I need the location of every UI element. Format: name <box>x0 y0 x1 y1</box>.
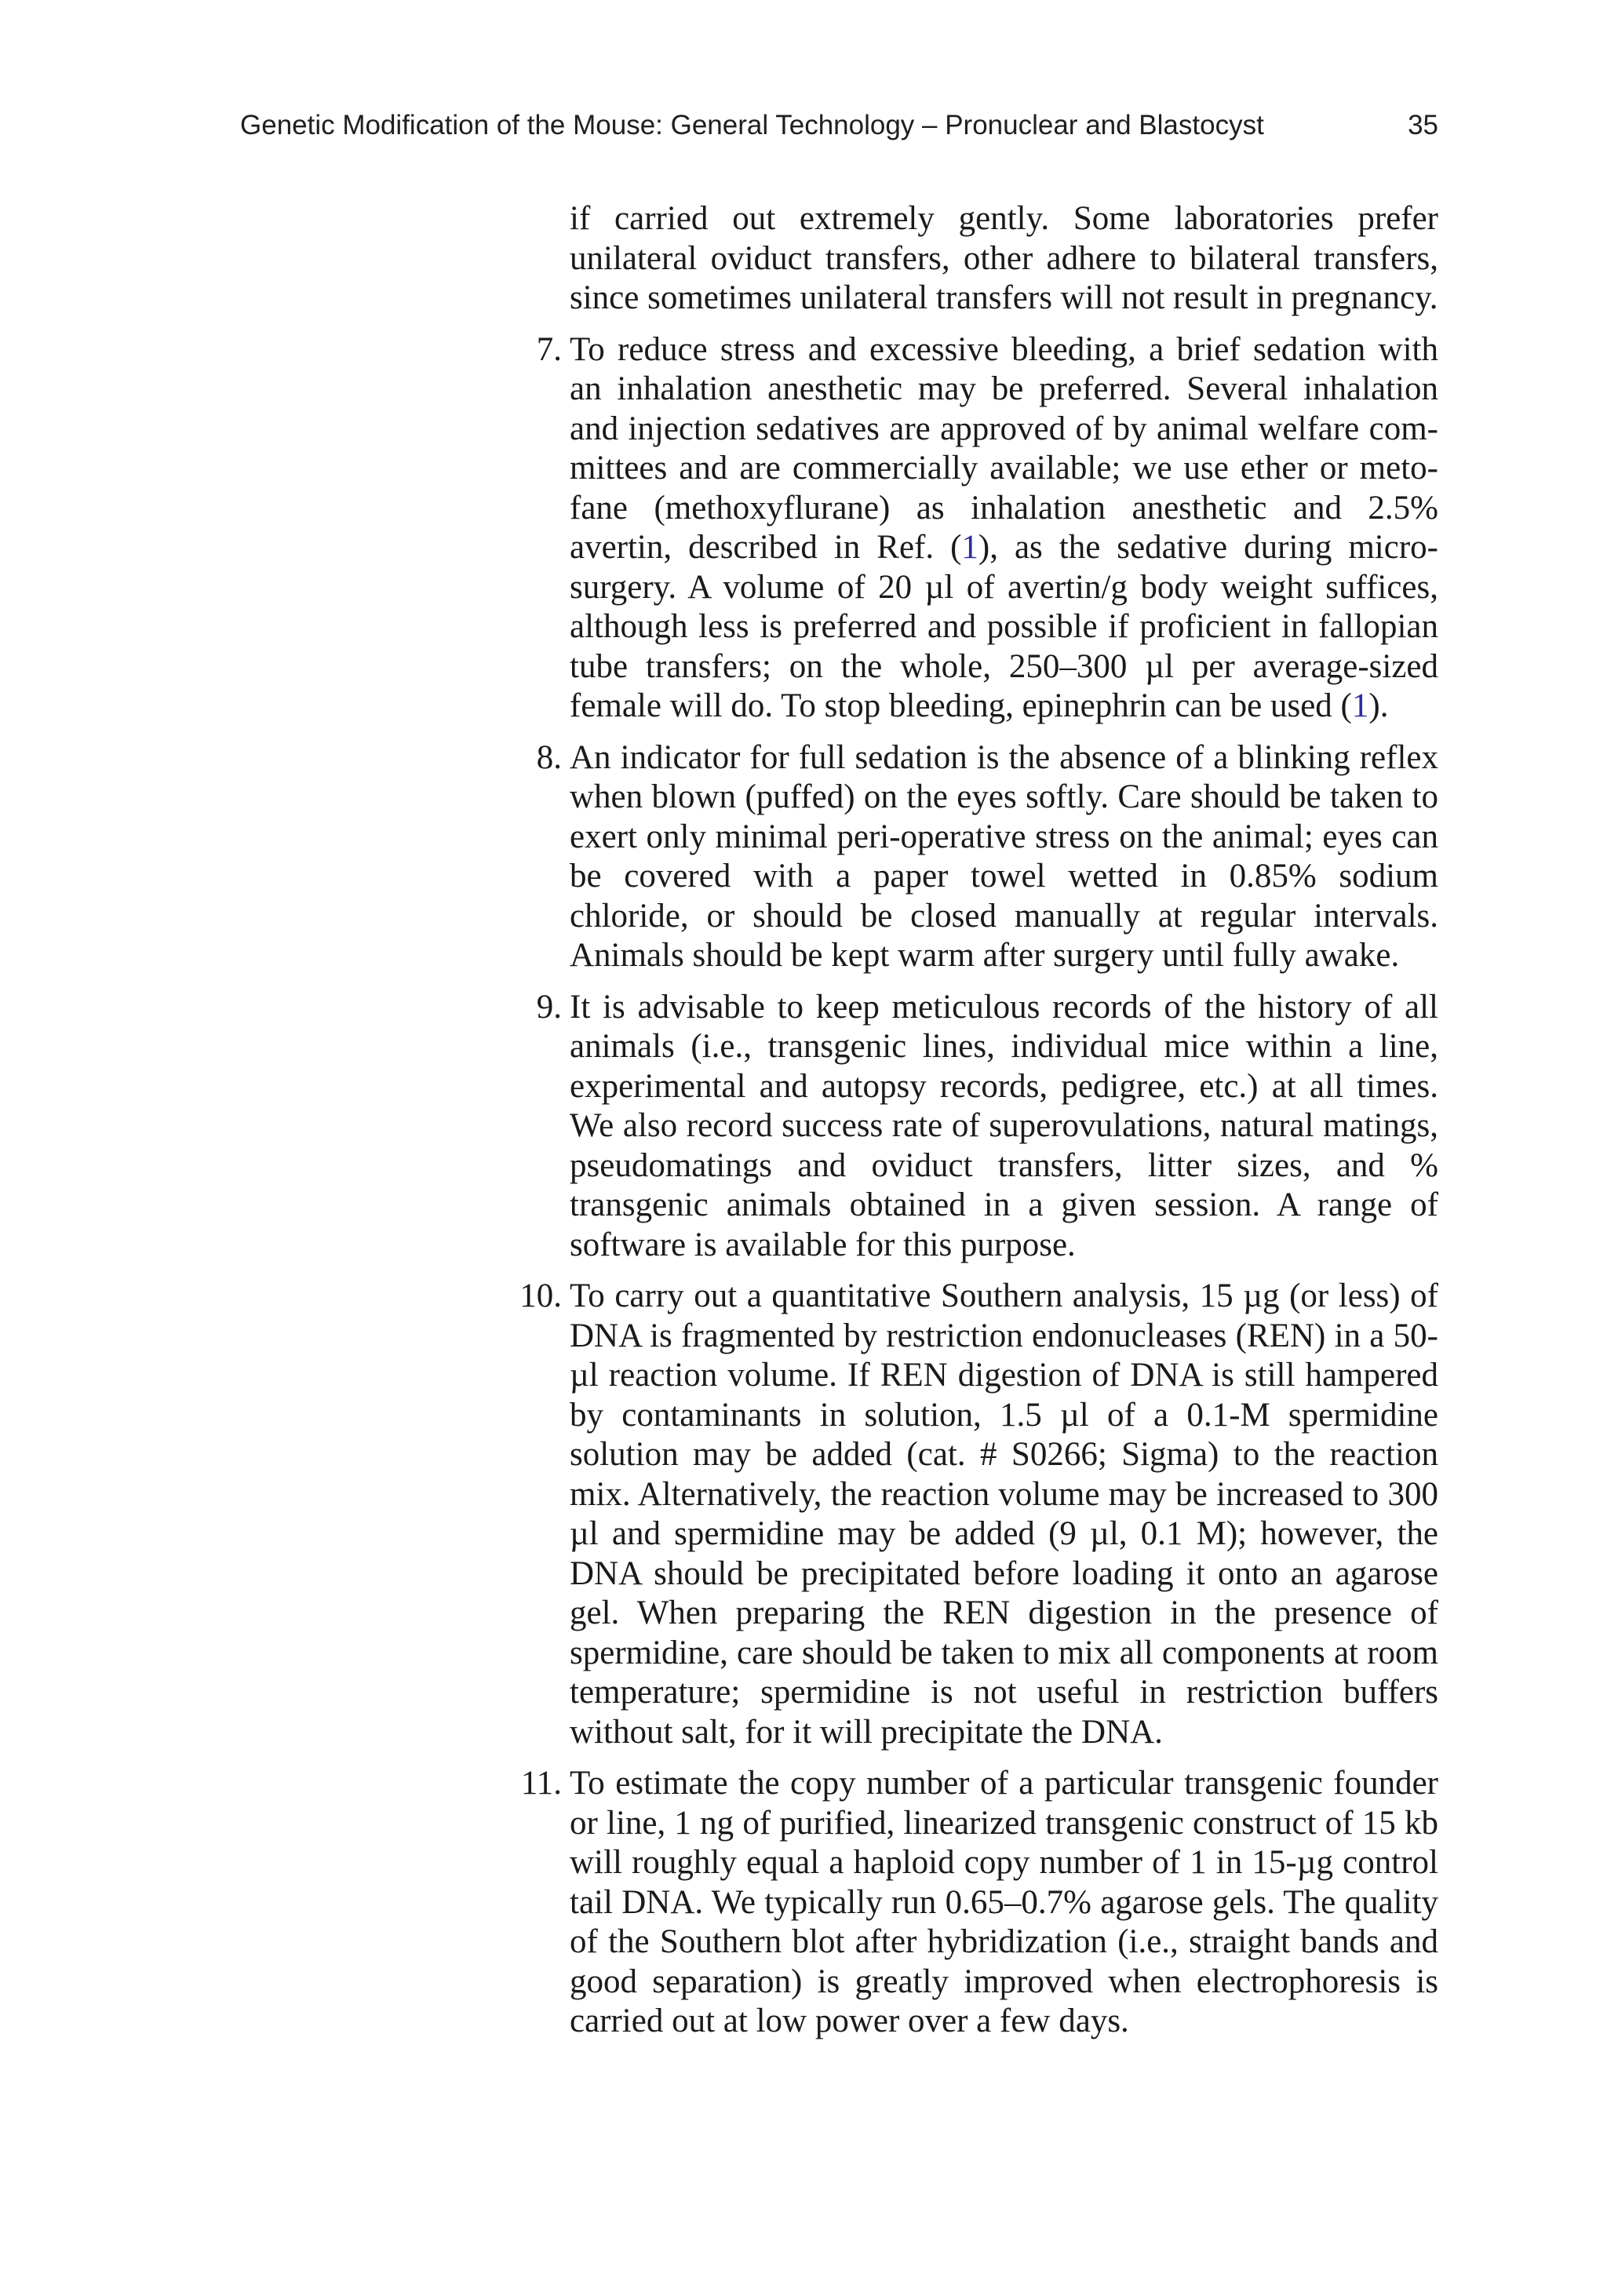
note-text: To reduce stress and excessive bleeding, a brief sedation with an inhalation anesthetic may be preferred. Several inhalation and injection sedatives are approved of by animal welfare committees and are commercially available; we use ether or metofane (methoxyflurane) as inhalation anesthetic and 2.5% avertin, described in Ref. ( <box>570 330 1438 566</box>
note-11 <box>486 1764 1438 2042</box>
note-text: To carry out a quantitative Southern analysis, 15 µg (or less) of DNA is fragmented by restriction endonucleases (REN) in a 50-µl reaction volume. If REN digestion of DNA is still hampered by contaminants in solution, 1.5 µl of a 0.1-M spermidine solution may be added (cat. # S0266; Sigma) to the reaction mix. Alternatively, the reaction volume may be increased to 300 µl and spermidine may be added (9 µl, 0.1 M); however, the DNA should be precipitated before loading it onto an agarose gel. When preparing the REN digestion in the presence of spermidine, care should be taken to mix all components at room temperature; spermidine is not useful in restriction buffers without salt, for it will precipitate the DNA. <box>570 1277 1438 1751</box>
running-head-title: Genetic Modification of the Mouse: General Technology – Pronuclear and Blastocyst <box>240 110 1264 140</box>
note-text: ). <box>1368 687 1389 724</box>
reference-link[interactable]: 1 <box>1351 687 1369 724</box>
note-text: An indicator for full sedation is the absence of a blinking reflex when blown (puffed) on the eyes softly. Care should be taken to exert only minimal peri-operative stress on the animal; eyes can be covered with a paper towel wetted in 0.85% sodium chloride, or should be closed manually at regular intervals. Animals should be kept warm after surgery until fully awake. <box>570 738 1438 974</box>
note-number: 7. <box>536 330 562 368</box>
note-9 <box>486 988 1438 1266</box>
note-number: 11. <box>520 1765 562 1802</box>
note-text: ), as the sedative during microsurgery. A volume of 20 µl of avertin/g body weight suffices, although less is preferred and possible if proficient in fallopian tube transfers; on the whole, 250–300 µl per average-sized female will do. To stop bleeding, epinephrin can be used ( <box>570 529 1438 724</box>
note-text: It is advisable to keep meticulous records of the history of all animals (i.e., transgenic lines, individual mice within a line, experimental and autopsy records, pedigree, etc.) at all times. We also record success rate of superovulations, natural matings, pseudomatings and oviduct transfers, litter sizes, and % transgenic animals obtained in a given session. A range of software is available for this purpose. <box>570 988 1438 1263</box>
note-10 <box>486 1277 1438 1752</box>
note-number: 9. <box>536 988 562 1026</box>
note-7 <box>486 330 1438 727</box>
running-head <box>240 110 1438 141</box>
note-number: 10. <box>519 1277 562 1314</box>
notes-body <box>486 199 1438 2042</box>
note-8 <box>486 738 1438 976</box>
note-continuation: if carried out extremely gently. Some laboratories prefer unilateral oviduct transfers, other adhere to bilateral transfers, since sometimes unilateral transfers will not result in pregnancy. <box>570 200 1438 316</box>
reference-link[interactable]: 1 <box>961 529 978 566</box>
page-number: 35 <box>1408 110 1438 140</box>
note-text: To estimate the copy number of a particular transgenic founder or line, 1 ng of purified, linearized transgenic construct of 15 kb will roughly equal a haploid copy number of 1 in 15-µg control tail DNA. We typically run 0.65–0.7% agarose gels. The quality of the Southern blot after hybridization (i.e., straight bands and good separation) is greatly improved when electrophoresis is carried out at low power over a few days. <box>570 1765 1438 2039</box>
note-number: 8. <box>536 738 562 776</box>
